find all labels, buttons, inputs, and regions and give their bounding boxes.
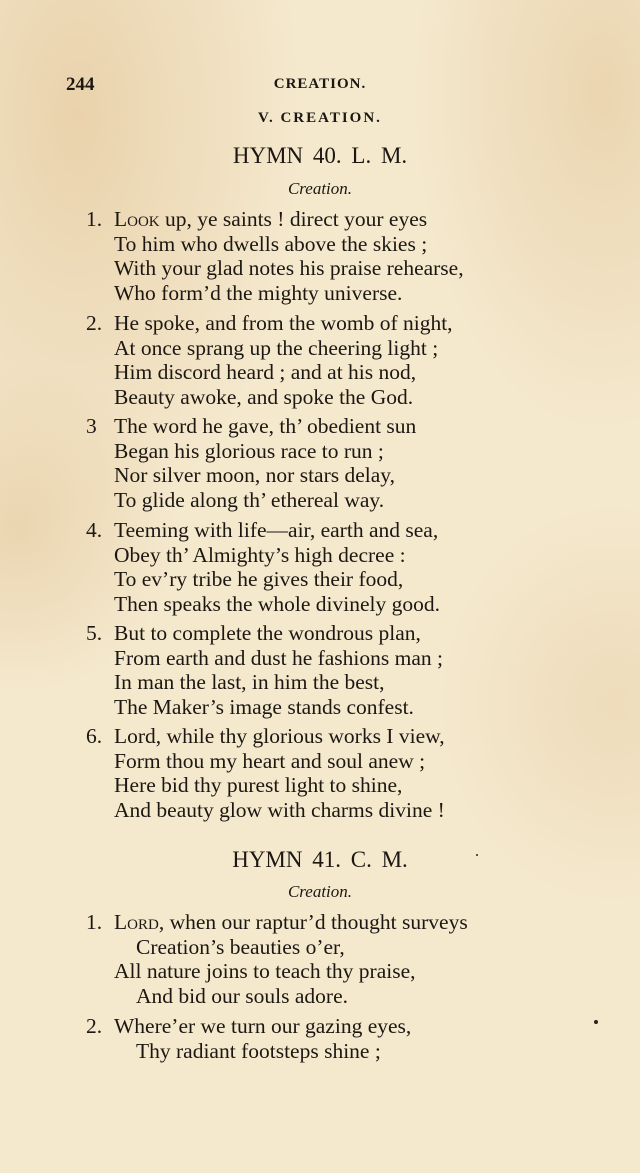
- line-text: He spoke, and from the womb of night,: [114, 311, 453, 335]
- stanza-number: 3: [86, 414, 97, 438]
- line-text: But to complete the wondrous plan,: [114, 621, 421, 645]
- verse-line: With your glad notes his praise rehearse,: [114, 256, 464, 281]
- stanza: [86, 311, 586, 410]
- verse-line: Creation’s beauties o’er,: [136, 934, 345, 959]
- stanza-number: 6.: [86, 724, 103, 748]
- stanza-first-line: [86, 414, 586, 439]
- running-title: CREATION.: [273, 76, 367, 92]
- stanza: [86, 207, 586, 306]
- verse-line: Obey th’ Almighty’s high decree :: [114, 542, 406, 567]
- hymn-subject: Creation.: [287, 179, 353, 198]
- verse-line: The Maker’s image stands confest.: [114, 695, 414, 720]
- line-text: up, ye saints ! direct your eyes: [159, 207, 428, 231]
- verse-line: Then speaks the whole divinely good.: [114, 592, 441, 617]
- line-text: , when our raptur’d thought surveys: [158, 910, 468, 934]
- verse-line: To glide along th’ ethereal way.: [114, 488, 385, 513]
- page-number: 244: [66, 74, 95, 95]
- stanza: [86, 910, 586, 1009]
- stanza-first-line: [86, 207, 586, 232]
- verse-line: Began his glorious race to run ;: [114, 438, 384, 463]
- verse-line: And beauty glow with charms divine !: [114, 798, 445, 823]
- verse-line: Who form’d the mighty universe.: [114, 281, 403, 306]
- verse-line: To him who dwells above the skies ;: [114, 231, 428, 256]
- opening-word: Look: [114, 207, 160, 231]
- stanza-first-line: [86, 724, 586, 749]
- stanza: [86, 414, 586, 513]
- stanza-first-line: [86, 518, 586, 543]
- stanza-number: 1.: [86, 910, 103, 934]
- opening-word: Lord: [114, 910, 159, 934]
- verse-line: Here bid thy purest light to shine,: [114, 773, 403, 798]
- line-text: The word he gave, th’ obedient sun: [114, 414, 417, 438]
- stanza-first-line: [86, 1014, 586, 1039]
- section-heading: V. CREATION.: [258, 110, 382, 126]
- verse-line: Thy radiant footsteps shine ;: [136, 1038, 381, 1063]
- running-head: [0, 74, 640, 96]
- line-text: Where’er we turn our gazing eyes,: [114, 1014, 412, 1038]
- stanza-first-line: [86, 910, 586, 935]
- verse-line: All nature joins to teach thy praise,: [114, 959, 416, 984]
- stanza: [86, 621, 586, 720]
- stanza-number: 5.: [86, 621, 103, 645]
- ink-speck: [594, 1020, 598, 1024]
- stanza: [86, 518, 586, 617]
- verse-line: Nor silver moon, nor stars delay,: [114, 463, 396, 488]
- hymn-title: HYMN 41. C. M.: [232, 847, 408, 872]
- hymn-title: HYMN 40. L. M.: [232, 143, 408, 168]
- line-text: Lord, while thy glorious works I view,: [114, 724, 445, 748]
- verse-line: In man the last, in him the best,: [114, 670, 385, 695]
- stanza: [86, 1014, 586, 1063]
- verse-line: From earth and dust he fashions man ;: [114, 645, 444, 670]
- verse-line: To ev’ry tribe he gives their food,: [114, 567, 404, 592]
- stanza-first-line: [86, 621, 586, 646]
- stanza-first-line: [86, 311, 586, 336]
- stanza-number: 2.: [86, 311, 103, 335]
- stanza: [86, 724, 586, 823]
- stanza-number: 2.: [86, 1014, 103, 1038]
- verse-line: Him discord heard ; and at his nod,: [114, 360, 417, 385]
- stanza-number: 1.: [86, 207, 103, 231]
- ink-speck: [476, 854, 478, 856]
- verse-line: Beauty awoke, and spoke the God.: [114, 385, 414, 410]
- verse-line: And bid our souls adore.: [136, 984, 348, 1009]
- verse-line: At once sprang up the cheering light ;: [114, 335, 439, 360]
- stanza-number: 4.: [86, 518, 103, 542]
- hymn-subject: Creation.: [287, 882, 353, 901]
- verse-line: Form thou my heart and soul anew ;: [114, 748, 426, 773]
- line-text: Teeming with life—air, earth and sea,: [114, 518, 439, 542]
